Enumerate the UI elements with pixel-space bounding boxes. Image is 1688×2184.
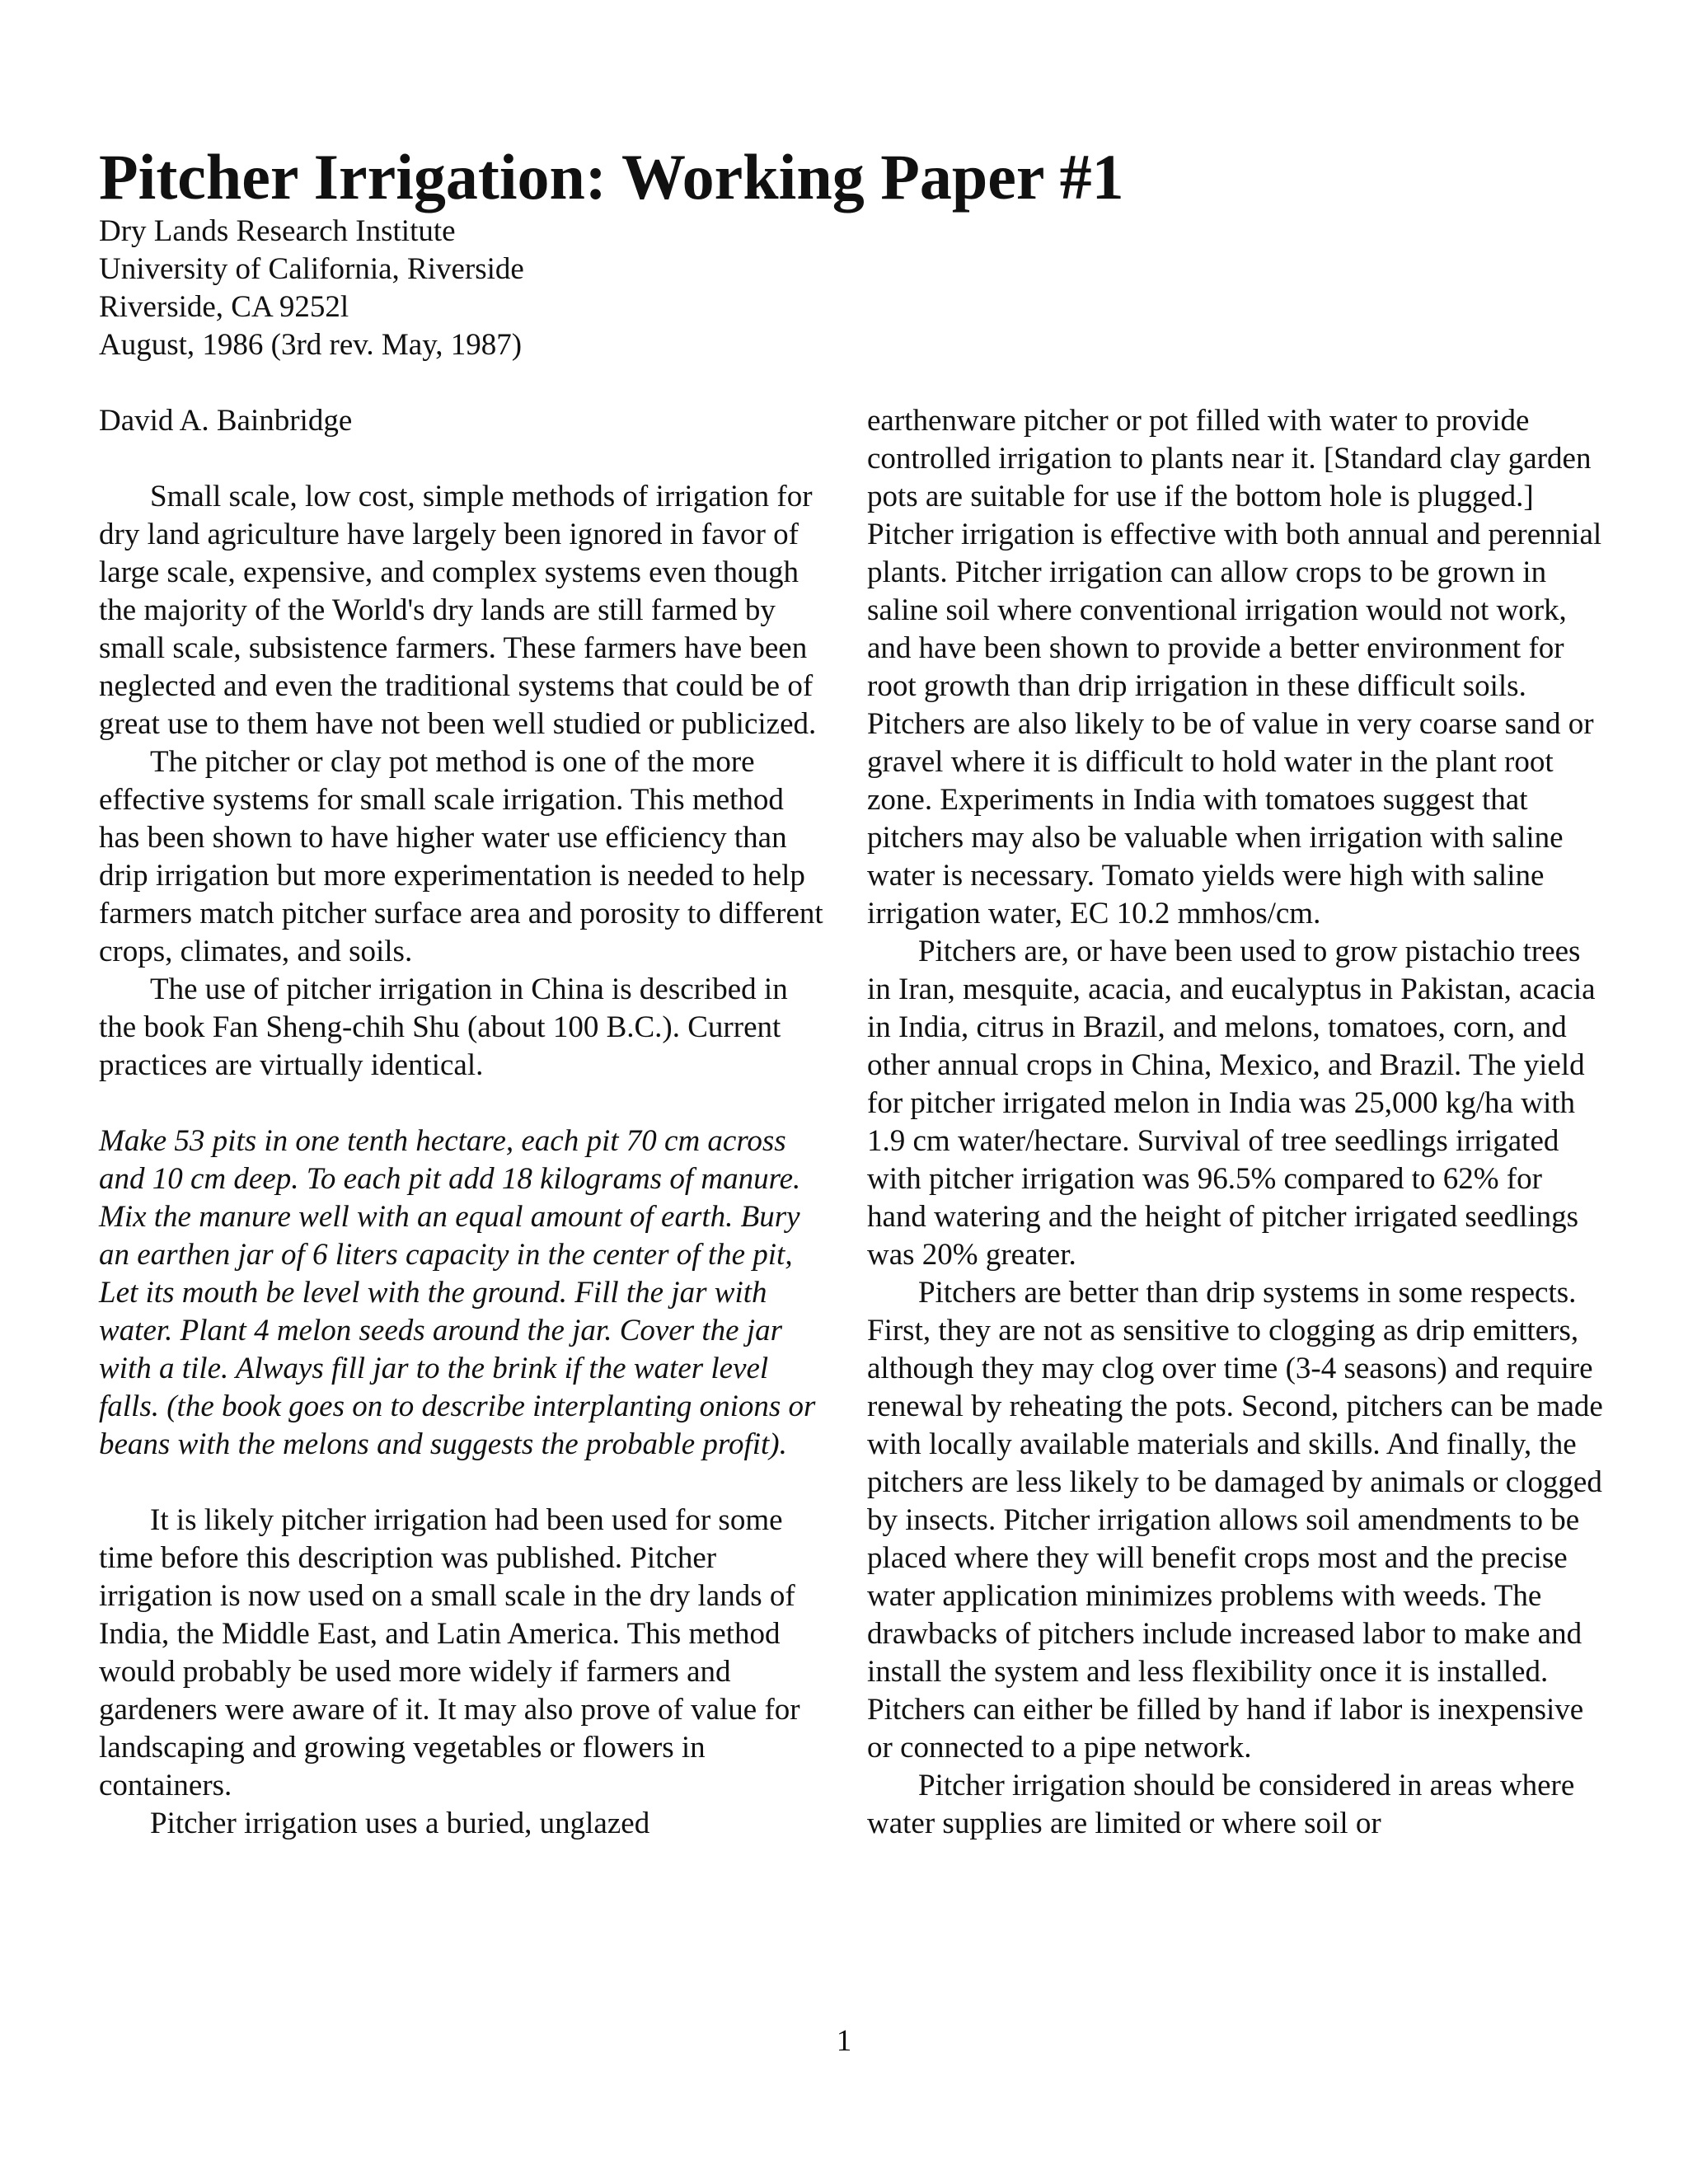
- document-title: Pitcher Irrigation: Working Paper #1: [99, 141, 1124, 213]
- affiliation-line: Dry Lands Research Institute: [99, 214, 456, 248]
- paragraph: It is likely pitcher irrigation had been used for some time before this description was published. Pitcher irrigation is now used on a small scale in the dry lands of India, the Middle East, and Latin America. This method would probably be used more widely if farmers and gardeners were aware of it. It may also prove of value for landscaping and growing vegetables or flowers in containers.: [99, 1503, 800, 1802]
- right-column: [867, 402, 1609, 1843]
- paragraph: earthenware pitcher or pot filled with water to provide controlled irrigation to plants near it. [Standard clay garden pots are suitable for use if the bottom hole is plugged.] Pitcher irrigation is effective with both annual and perennial plants. Pitcher irrigation can allow crops to be grown in saline soil where conventional irrigation would not work, and have been shown to provide a better environment for root growth than drip irrigation in these difficult soils. Pitchers are also likely to be of value in very coarse sand or gravel where it is difficult to hold water in the plant root zone. Experiments in India with tomatoes suggest that pitchers may also be valuable when irrigation with saline water is necessary. Tomato yields were high with saline irrigation water, EC 10.2 mmhos/cm.: [867, 404, 1602, 930]
- affiliation-line: University of California, Riverside: [99, 252, 524, 286]
- paragraph: Pitchers are, or have been used to grow pistachio trees in Iran, mesquite, acacia, and eucalyptus in Pakistan, acacia in India, citrus in Brazil, and melons, tomatoes, corn, and other annual crops in China, Mexico, and Brazil. The yield for pitcher irrigated melon in India was 25,000 kg/ha with 1.9 cm water/hectare. Survival of tree seedlings irrigated with pitcher irrigation was 96.5% compared to 62% for hand watering and the height of pitcher irrigated seedlings was 20% greater.: [867, 935, 1596, 1272]
- affiliation-block: [99, 213, 923, 364]
- author-name: David A. Bainbridge: [99, 404, 353, 438]
- paragraph: Pitcher irrigation uses a buried, unglazed: [150, 1807, 650, 1840]
- paragraph: The use of pitcher irrigation in China is described in the book Fan Sheng-chih Shu (about 100 B.C.). Current practices are virtually identical.: [99, 972, 788, 1082]
- paragraph: Pitcher irrigation should be considered in areas where water supplies are limited or where soil or: [867, 1769, 1575, 1840]
- page-number: 1: [836, 2024, 852, 2058]
- left-column: [99, 402, 824, 1843]
- affiliation-date: August, 1986 (3rd rev. May, 1987): [99, 328, 523, 362]
- paragraph: The pitcher or clay pot method is one of the more effective systems for small scale irrigation. This method has been shown to have higher water use efficiency than drip irrigation but more experimentation is needed to help farmers match pitcher surface area and porosity to different crops, climates, and soils.: [99, 745, 823, 968]
- affiliation-line: Riverside, CA 9252l: [99, 290, 349, 324]
- paragraph: Small scale, low cost, simple methods of irrigation for dry land agriculture have largely been ignored in favor of large scale, expensive, and complex systems even though the majority of the World's dry lands are still farmed by small scale, subsistence farmers. These farmers have been neglected and even the traditional systems that could be of great use to them have not been well studied or publicized.: [99, 480, 817, 741]
- paragraph: Pitchers are better than drip systems in some respects. First, they are not as sensitive to clogging as drip emitters, although they may clog over time (3-4 seasons) and require renewal by reheating the pots. Second, pitchers can be made with locally available materials and skills. And finally, the pitchers are less likely to be damaged by animals or clogged by insects. Pitcher irrigation allows soil amendments to be placed where they will benefit crops most and the precise water application minimizes problems with weeds. The drawbacks of pitchers include increased labor to make and install the system and less flexibility once it is installed. Pitchers can either be filled by hand if labor is inexpensive or connected to a pipe network.: [867, 1276, 1603, 1765]
- block-quote: Make 53 pits in one tenth hectare, each pit 70 cm across and 10 cm deep. To each pit add 18 kilograms of manure. Mix the manure well with an equal amount of earth. Bury an earthen jar of 6 liters capacity in the center of the pit, Let its mouth be level with the ground. Fill the jar with water. Plant 4 melon seeds around the jar. Cover the jar with a tile. Always fill jar to the brink if the water level falls. (the book goes on to describe interplanting onions or beans with the melons and suggests the probable profit).: [99, 1124, 816, 1461]
